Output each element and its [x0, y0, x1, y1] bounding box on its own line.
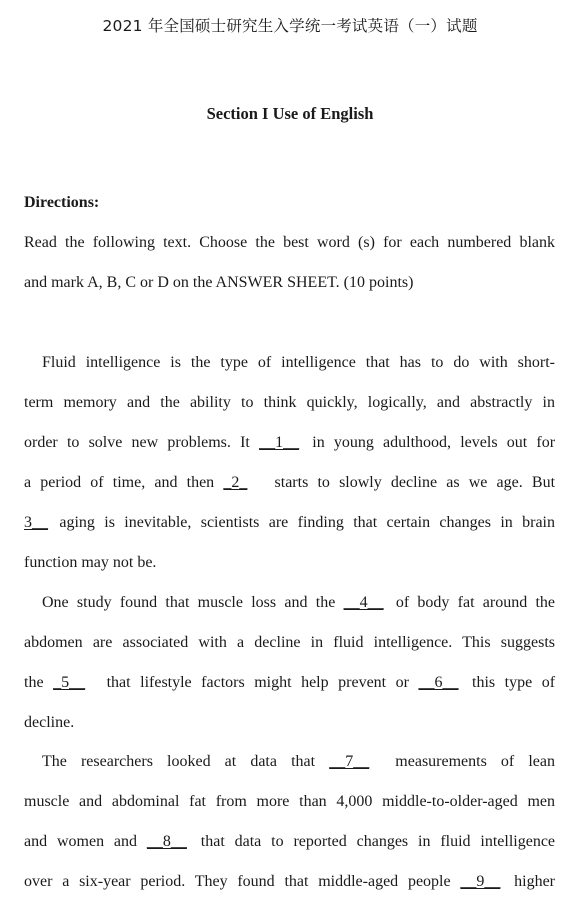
- text-segment: higher: [514, 873, 555, 890]
- paragraph-1-line-2: term memory and the ability to think quickly, logically, and abstractly in: [24, 394, 555, 411]
- directions-line-2: and mark A, B, C or D on the ANSWER SHEET. (10 points): [24, 274, 414, 291]
- paragraph-1-line-3: [24, 433, 555, 453]
- paragraph-1-line-4: [24, 473, 555, 493]
- blank-5[interactable]: _5__: [53, 674, 86, 691]
- text-segment: One study found that muscle loss and the: [42, 594, 336, 611]
- paragraph-3-line-4: [24, 872, 555, 892]
- directions-line-1: Read the following text. Choose the best word (s) for each numbered blank: [24, 234, 555, 251]
- blank-6[interactable]: __6__: [418, 674, 459, 691]
- text-segment: and women and: [24, 833, 138, 850]
- text-segment: measurements of lean: [395, 753, 556, 770]
- blank-4[interactable]: __4__: [343, 594, 384, 611]
- text-segment: the: [24, 674, 44, 691]
- blank-2[interactable]: _2_: [223, 474, 248, 491]
- text-segment: that data to reported changes in fluid intelligence: [200, 833, 556, 850]
- blank-9[interactable]: __9__: [460, 873, 501, 890]
- text-segment: aging is inevitable, scientists are finding that certain changes in brain: [59, 514, 555, 531]
- text-segment: The researchers looked at data that: [42, 753, 316, 770]
- text-segment: over a six-year period. They found that middle-aged people: [24, 873, 451, 890]
- blank-8[interactable]: __8__: [146, 833, 187, 850]
- paragraph-3-line-1: [42, 752, 555, 772]
- text-segment: this type of: [472, 674, 556, 691]
- paragraph-3-line-2: muscle and abdominal fat from more than 4,000 middle-to-older-aged men: [24, 793, 555, 810]
- paragraph-1-line-5: [24, 513, 555, 533]
- text-segment: of body fat around the: [395, 594, 556, 611]
- paragraph-1-line-1: Fluid intelligence is the type of intelligence that has to do with short-: [42, 354, 555, 371]
- paragraph-3-line-3: [24, 832, 555, 852]
- text-segment: that lifestyle factors might help prevent or: [106, 674, 409, 691]
- paragraph-2-line-4: decline.: [24, 714, 75, 731]
- paragraph-1-line-6: function may not be.: [24, 554, 157, 571]
- text-segment: a period of time, and then: [24, 474, 215, 491]
- section-heading: Section I Use of English: [206, 104, 374, 123]
- exam-title: 2021 年全国硕士研究生入学统一考试英语（一）试题: [102, 17, 478, 35]
- directions-heading: Directions:: [24, 194, 100, 211]
- text-segment: order to solve new problems. It: [24, 434, 250, 451]
- blank-3[interactable]: 3__: [24, 514, 48, 531]
- paragraph-2-line-1: [42, 593, 555, 613]
- paragraph-2-line-2: abdomen are associated with a decline in fluid intelligence. This suggests: [24, 634, 555, 651]
- text-segment: starts to slowly decline as we age. But: [274, 474, 556, 491]
- paragraph-2-line-3: [24, 673, 555, 693]
- text-segment: in young adulthood, levels out for: [312, 434, 556, 451]
- blank-1[interactable]: __1__: [259, 434, 300, 451]
- blank-7[interactable]: __7__: [329, 753, 370, 770]
